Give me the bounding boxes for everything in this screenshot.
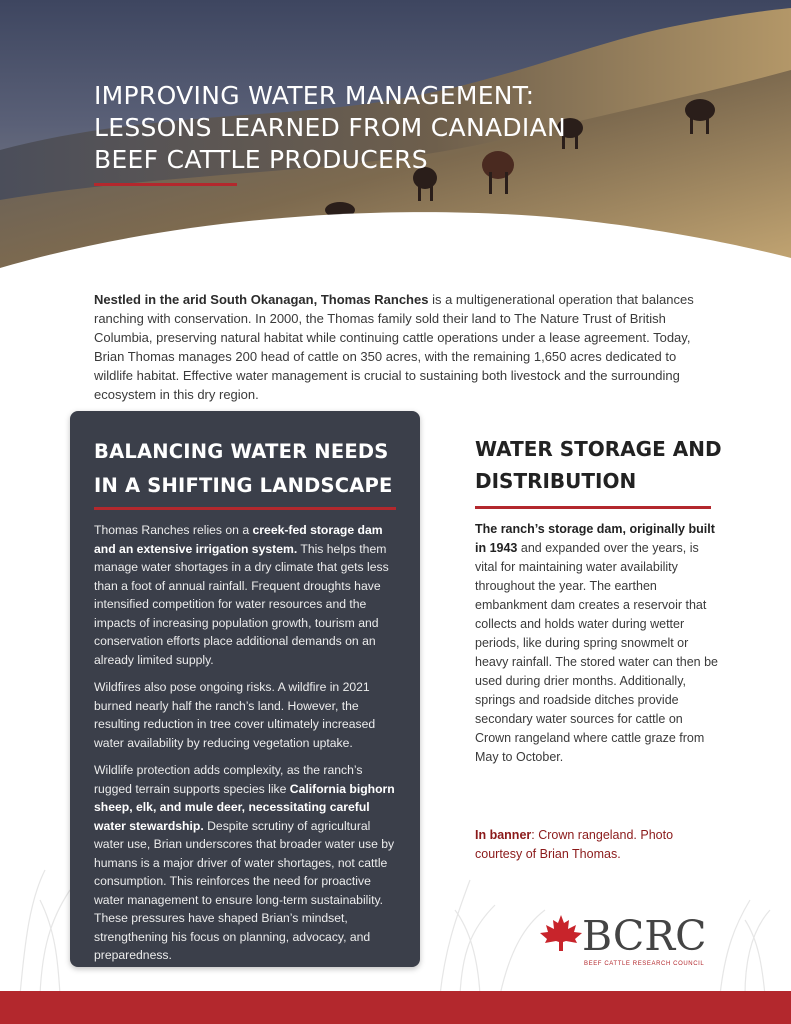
card-p1-text-a: Thomas Ranches relies on a [94, 523, 253, 537]
card-heading: BALANCING WATER NEEDS IN A SHIFTING LANDSCAPE [94, 440, 393, 497]
card-p3-text-b: Despite scrutiny of agricultural water use, Brian underscores that broader water use by humans is a major driver of water shortages, not cattle consumption. This reinforces the need for proactive water management to ensure long-term sustainability. These pressures have shaped Brian’s mindset, strengthening his focus on planning, advocacy, and preparedness. [94, 818, 395, 962]
logo-name: BCRC [582, 912, 707, 960]
card-paragraph-3 [94, 761, 400, 965]
bcrc-logo [538, 905, 708, 975]
intro-lead: Nestled in the arid South Okanagan, Thomas Ranches [94, 292, 429, 307]
storage-text: and expanded over the years, is vital for maintaining water availability throughout the year. The earthen embankment dam creates a reservoir that collects and holds water during wetter periods, like during spring snowmelt or heavy rainfall. The stored water can then be used during drier months. Additionally, springs and roadside ditches provide secondary water sources for cattle on Crown rangeland where cattle graze from May to October. [475, 541, 718, 764]
storage-bold: The ranch’s storage dam, originally built in 1943 [475, 522, 715, 555]
caption-text: : Crown rangeland. Photo courtesy of Brian Thomas. [475, 828, 674, 861]
water-needs-card [70, 411, 420, 967]
card-p1-bold: creek-fed storage dam and an extensive irrigation system. [94, 523, 383, 556]
storage-heading: WATER STORAGE AND DISTRIBUTION [475, 437, 722, 493]
header-banner [0, 0, 791, 275]
card-paragraph-2: Wildfires also pose ongoing risks. A wildfire in 2021 burned nearly half the ranch’s land. However, the resulting reduction in tree cover ultimately increased water availability by reducing vegetation uptake. [94, 680, 376, 750]
page-title: IMPROVING WATER MANAGEMENT: LESSONS LEARNED FROM CANADIAN BEEF CATTLE PRODUCERS [94, 81, 566, 174]
card-paragraph-1 [94, 521, 400, 669]
footer-bar [0, 991, 791, 1024]
storage-paragraph [475, 520, 720, 767]
card-p1-text-b: This helps them manage water shortages in a dry climate that gets less than a foot of annual rainfall. Frequent droughts have intensified competition for water resources and the impacts of increasing population growth, tourism and conservation efforts place additional demands on an already limited supply. [94, 541, 389, 667]
title-underline [94, 183, 237, 186]
banner-caption [475, 826, 720, 864]
intro-paragraph [94, 290, 714, 404]
storage-heading-underline [475, 506, 711, 509]
card-p3-bold: California bighorn sheep, elk, and mule deer, necessitating careful water stewardship. [94, 781, 395, 833]
card-heading-underline [94, 507, 396, 510]
maple-leaf-icon [538, 913, 584, 953]
card-p3-text-a: Wildlife protection adds complexity, as the ranch’s rugged terrain supports species like [94, 763, 363, 796]
intro-text: is a multigenerational operation that balances ranching with conservation. In 2000, the Thomas family sold their land to The Nature Trust of British Columbia, preserving natural habitat while continuing cattle operations under a lease agreement. Today, Brian Thomas manages 200 head of cattle on 350 acres, with the remaining 1,650 acres dedicated to wildlife habitat. Effective water management is crucial to sustaining both livestock and the surrounding ecosystem in this dry region. [94, 292, 694, 402]
caption-label: In banner [475, 828, 532, 842]
card-body [94, 521, 400, 967]
logo-tagline: BEEF CATTLE RESEARCH COUNCIL [584, 961, 705, 967]
